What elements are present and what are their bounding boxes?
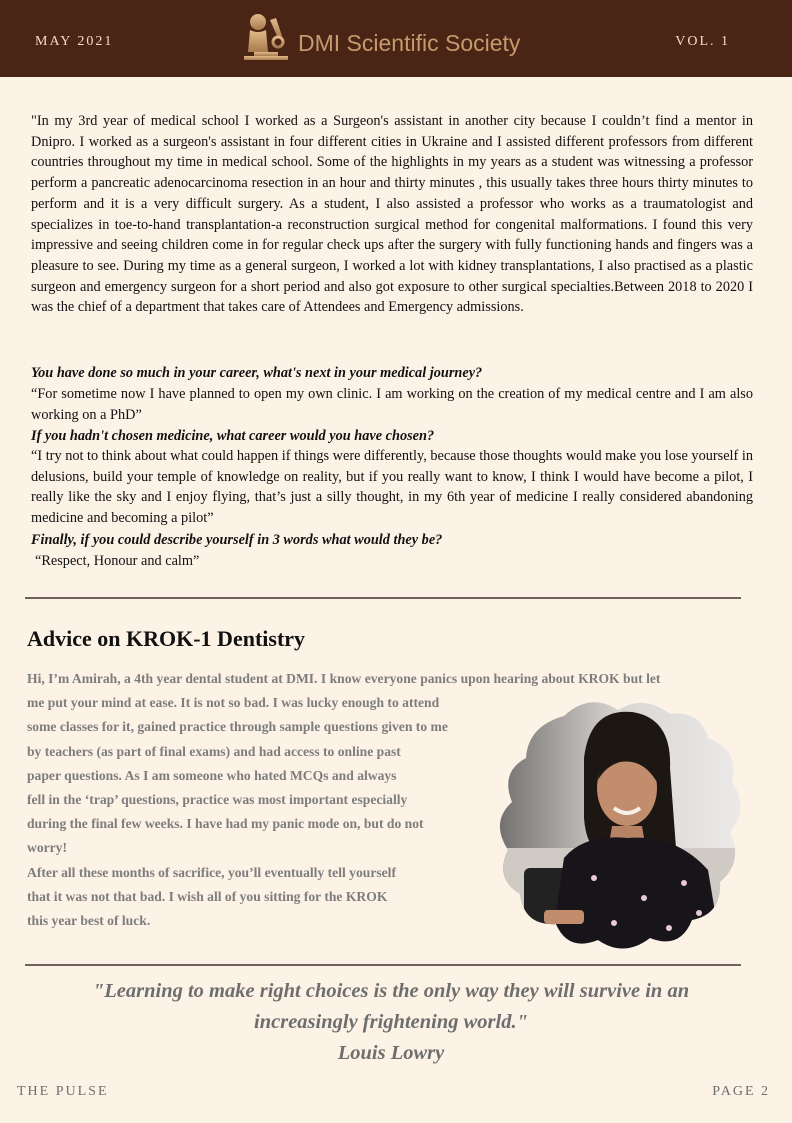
answer-1: “For sometime now I have planned to open my own clinic. I am working on the creation of my medical centre and I am also working on a PhD” xyxy=(31,386,753,423)
society-title: DMI Scientific Society xyxy=(298,30,521,56)
issue-date: MAY 2021 xyxy=(35,34,114,49)
advice-line: Hi, I’m Amirah, a 4th year dental student at DMI. I know everyone panics upon hearing about KROK but let xyxy=(27,671,661,686)
question-1: You have done so much in your career, what's next in your medical journey? xyxy=(31,365,483,381)
question-2: If you hadn't chosen medicine, what career would you have chosen? xyxy=(31,428,435,444)
advice-title: Advice on KROK-1 Dentistry xyxy=(27,626,306,651)
advice-line: during the final few weeks. I have had my panic mode on, but do not xyxy=(27,816,424,832)
question-3: Finally, if you could describe yourself in 3 words what would they be? xyxy=(31,532,443,548)
quote-author: Louis Lowry xyxy=(337,1042,445,1064)
advice-line: that it was not that bad. I wish all of you sitting for the KROK xyxy=(27,888,388,904)
footer-page-number: PAGE 2 xyxy=(712,1084,770,1099)
advice-line: fell in the ‘trap’ questions, practice was most important especially xyxy=(27,792,408,808)
advice-line: some classes for it, gained practice through sample questions given to me xyxy=(27,719,448,735)
volume-label: VOL. 1 xyxy=(675,34,730,49)
doctor-microscope-logo-icon xyxy=(240,10,292,66)
quote-line-2: increasingly frightening world." xyxy=(254,1011,528,1033)
advice-line: by teachers (as part of final exams) and had access to online past xyxy=(27,743,401,759)
section-divider-bottom xyxy=(25,964,741,966)
section-divider-top xyxy=(25,597,741,599)
student-portrait-photo-icon xyxy=(494,698,746,954)
answer-3: “Respect, Honour and calm” xyxy=(35,553,200,569)
advice-line: paper questions. As I am someone who hated MCQs and always xyxy=(27,767,397,783)
answer-2: “I try not to think about what could happen if things were differently, because those thoughts would make you lose yourself in delusions, build your temple of knowledge on reality, but if you really want to know, I think I would have become a pilot, I really like the sky and I enjoy flying, that’s just a silly thought, in my 6th year of medicine I really considered abandoning medicine and becoming a pilot” xyxy=(31,448,753,527)
advice-line: After all these months of sacrifice, you’ll eventually tell yourself xyxy=(27,864,396,880)
advice-line: this year best of luck. xyxy=(27,913,151,929)
interview-intro: "In my 3rd year of medical school I worked as a Surgeon's assistant in another city because I couldn’t find a mentor in Dnipro. I worked as a surgeon's assistant in four different cities in Ukraine and I assisted different professors from different countries throughout my time in medical school. Some of the highlights in my years as a student was witnessing a professor perform a pancreatic adenocarcinoma resection in an hour and thirty minutes , this usually takes three hours thirty minutes to perform and it is a very difficult surgery. As a student, I also assisted a professor who works as a traumatologist and specializes in toe-to-hand transplantation-a reconstruction surgical method for congenital malformations. I found this very impressive and seeing children come in for regular check ups after the surgery with fully functioning hands and fingers was a pleasure to see. During my time as a general surgeon, I worked a lot with kidney transplantations, I also practised as a plastic surgeon and emergency surgeon for a short period and also got exposure to other surgical specialties.Between 2018 to 2020 I was the chief of a department that takes care of Attendees and Emergency admissions. xyxy=(31,113,753,316)
header-bar xyxy=(0,0,792,77)
quote-line-1: "Learning to make right choices is the only way they will survive in an xyxy=(92,980,690,1002)
advice-line: me put your mind at ease. It is not so bad. I was lucky enough to attend xyxy=(27,695,440,711)
advice-line: worry! xyxy=(27,840,68,856)
footer-publication: THE PULSE xyxy=(17,1084,109,1099)
